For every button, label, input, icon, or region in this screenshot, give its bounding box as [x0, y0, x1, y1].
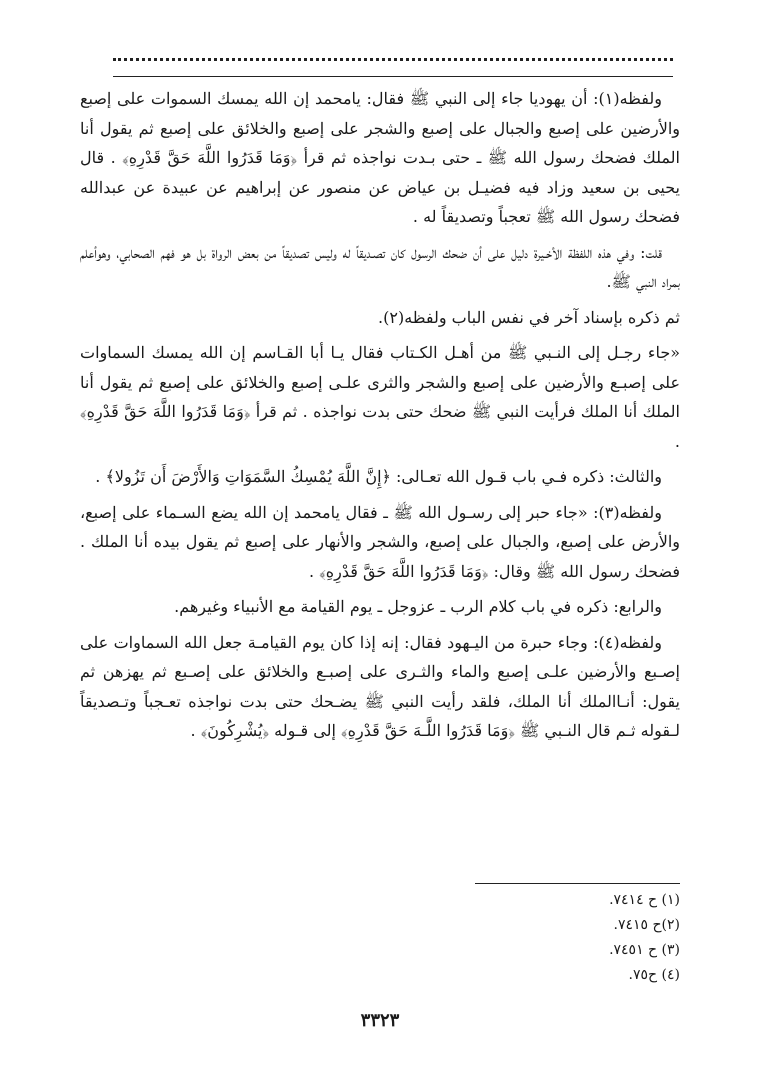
paragraph-1: ولفظه(١): أن يهوديا جاء إلى النبي ﷺ فقال: يامحمد إن الله يمسك السموات على إصبع والأرضين على إصبع والجبال على إصبع والشجر على إصبع والخلائق على إصبع ثم يقول أنا الملك فضحك رسول الله ﷺ ـ حتى بـدت نواجذه ثم قرأ ﴿وَمَا قَدَرُوا اللَّهَ حَقَّ قَدْرِهِ﴾ . قال يحيى بن سعيد وزاد فيه فضيـل بن عياض عن منصور عن إبراهيم عن عبيدة عن عبدالله فضحك رسول الله ﷺ تعجباً وتصديقاً له .: [80, 89, 681, 226]
footnote-3: (٣) ح ٧٤٥١.: [609, 942, 680, 958]
footnote-rule: [475, 883, 680, 884]
paragraph-3: ثم ذكره بإسناد آخر في نفس الباب ولفظه(٢).: [378, 307, 680, 327]
paragraph-7: والرابع: ذكره في باب كلام الرب ـ عزوجل ـ يوم القيامة مع الأنبياء وغيرهم.: [174, 597, 662, 616]
main-text: [80, 84, 680, 752]
top-dotted-rule: [113, 58, 673, 61]
top-solid-rule: [113, 76, 673, 77]
footnotes: [560, 888, 680, 988]
footnote-1: (١) ح ٧٤١٤.: [609, 892, 680, 908]
paragraph-6: ولفظه(٣): «جاء حبر إلى رسـول الله ﷺ ـ فقال يامحمد إن الله يضع السـماء على إصبع، والأرض على إصبع، والجبال على إصبع، والشجر والأنهار على إصبع ثم يقول بيده أنا الملك . فضحك رسول الله ﷺ وقال: ﴿وَمَا قَدَرُوا اللَّهَ حَقَّ قَدْرِهِ﴾ .: [80, 502, 680, 581]
paragraph-8: ولفظه(٤): وجاء حبرة من اليـهود فقال: إنه إذا كان يوم القيامـة جعل الله السماوات على إصـبع والأرضين علـى إصبع والماء والثـرى على إصبـع والخلائق على إصـبع ثم يهزهن ثم يقول: أنـاالملك أنا الملك، فلقد رأيت النبي ﷺ يضـحك حتى بدت نواجذه تعـجباً وتـصديقاً لـقوله ثـم قال النـبي ﷺ ﴿وَمَا قَدَرُوا اللَّـهَ حَقَّ قَدْرِهِ﴾ إلى قـوله ﴿يُشْرِكُونَ﴾ .: [80, 632, 680, 740]
footnote-4: (٤) ح٧٥.: [628, 967, 680, 983]
page-number: ٣٣٢٣: [360, 1010, 400, 1031]
footnote-2: (٢)ح ٧٤١٥.: [613, 917, 680, 933]
paragraph-5: والثالث: ذكره فـي باب قـول الله تعـالى: ﴿إِنَّ اللَّهَ يُمْسِكُ السَّمَوَاتِ وَالأَرْضَ أَن تَزُولا﴾ .: [95, 467, 662, 486]
paragraph-2: قلت: وفي هذه اللفظة الأخـيرة دليل على أن ضحك الرسول كان تصـديقاً له وليس تصديقاً من بعض الرواة بل هو فهم الصحابي، وهوأعلم بمراد النبي ﷺ.: [80, 242, 680, 291]
paragraph-4: «جاء رجـل إلى النـبي ﷺ من أهـل الكـتاب فقال يـا أبا القـاسم إن الله يمسك السماوات على إصبـع والأرضين على إصبع والشجر والثرى علـى إصبع والخلائق على إصبع ثم يقول أنا الملك أنا الملك فرأيت النبي ﷺ ضحك حتى بدت نواجذه . ثم قرأ ﴿وَمَا قَدَرُوا اللَّهَ حَقَّ قَدْرِهِ﴾ .: [80, 343, 680, 451]
